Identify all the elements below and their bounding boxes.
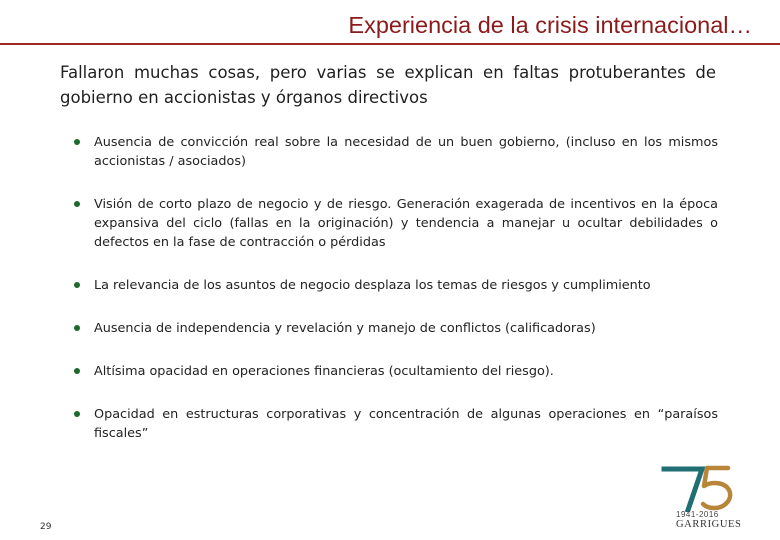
bullet-dot-icon xyxy=(74,201,80,207)
bullet-dot-icon xyxy=(74,325,80,331)
logo-brand: GARRIGUES xyxy=(676,519,742,530)
bullet-text: Ausencia de convicción real sobre la necesidad de un buen gobierno, (incluso en los mismos accionistas / asociados) xyxy=(94,135,718,169)
bullet-text: La relevancia de los asuntos de negocio desplaza los temas de riesgos y cumplimiento xyxy=(94,278,651,293)
list-item xyxy=(72,276,718,295)
list-item xyxy=(72,405,718,443)
bullet-text: Visión de corto plazo de negocio y de riesgo. Generación exagerada de incentivos en la época expansiva del ciclo (fallas en la originación) y tendencia a manejar u ocultar debilidades o defectos en la fase de contracción o pérdidas xyxy=(94,197,718,250)
slide-title: Experiencia de la crisis internacional… xyxy=(348,12,752,38)
list-item xyxy=(72,319,718,338)
bullet-list xyxy=(72,133,718,443)
list-item xyxy=(72,195,718,252)
bullet-dot-icon xyxy=(74,282,80,288)
intro-paragraph: Fallaron muchas cosas, pero varias se explican en faltas protuberantes de gobierno en accionistas y órganos directivos xyxy=(60,63,716,107)
list-item xyxy=(72,362,718,381)
garrigues-75-logo xyxy=(658,462,758,534)
bullet-dot-icon xyxy=(74,368,80,374)
logo-years: 1941-2016 xyxy=(676,510,719,519)
bullet-dot-icon xyxy=(74,139,80,145)
list-item xyxy=(72,133,718,171)
bullet-dot-icon xyxy=(74,411,80,417)
bullet-text: Altísima opacidad en operaciones financieras (ocultamiento del riesgo). xyxy=(94,364,554,379)
bullet-text: Opacidad en estructuras corporativas y concentración de algunas operaciones en “paraísos fiscales” xyxy=(94,407,718,441)
bullet-text: Ausencia de independencia y revelación y manejo de conflictos (calificadoras) xyxy=(94,321,596,336)
title-divider xyxy=(0,43,780,45)
page-number: 29 xyxy=(40,522,52,532)
anniversary-75-icon xyxy=(658,462,758,512)
